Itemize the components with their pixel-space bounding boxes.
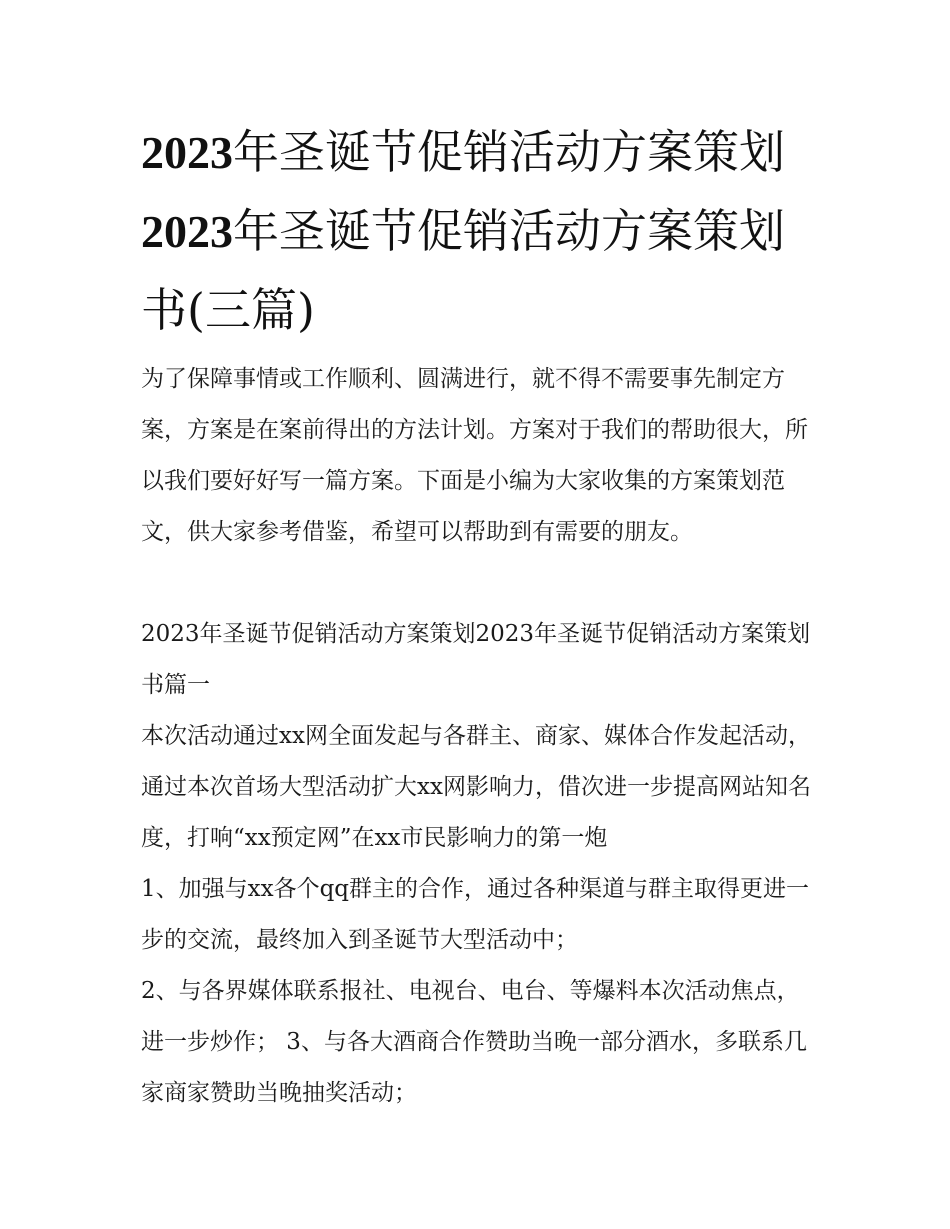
document-title <box>141 113 813 349</box>
title-text-1: 年圣诞节促销活动方案策划 <box>233 125 785 179</box>
body-paragraph-2: 1、加强与xx各个qq群主的合作，通过各种渠道与群主取得更进一步的交流，最终加入到圣诞节大型活动中； <box>141 876 810 953</box>
body-paragraph-3: 2、与各界媒体联系报社、电视台、电台、等爆料本次活动焦点，进一步炒作； 3、与各大酒商合作赞助当晚一部分酒水，多联系几家商家赞助当晚抽奖活动； <box>141 978 807 1106</box>
section-heading: 2023年圣诞节促销活动方案策划2023年圣诞节促销活动方案策划书篇一 <box>141 621 811 698</box>
body-paragraph-1: 本次活动通过xx网全面发起与各群主、商家、媒体合作发起活动，通过本次首场大型活动扩大xx网影响力，借次进一步提高网站知名度，打响“xx预定网”在xx市民影响力的第一炮 <box>141 723 811 851</box>
intro-paragraph: 为了保障事情或工作顺利、圆满进行，就不得不需要事先制定方案，方案是在案前得出的方法计划。方案对于我们的帮助很大，所以我们要好好写一篇方案。下面是小编为大家收集的方案策划范文，供大家参考借鉴，希望可以帮助到有需要的朋友。 <box>141 366 808 545</box>
title-year-2: 2023 <box>141 206 233 257</box>
title-text-2: 年圣诞节促销活动方案策划书(三篇) <box>141 204 785 337</box>
title-year-1: 2023 <box>141 127 233 178</box>
